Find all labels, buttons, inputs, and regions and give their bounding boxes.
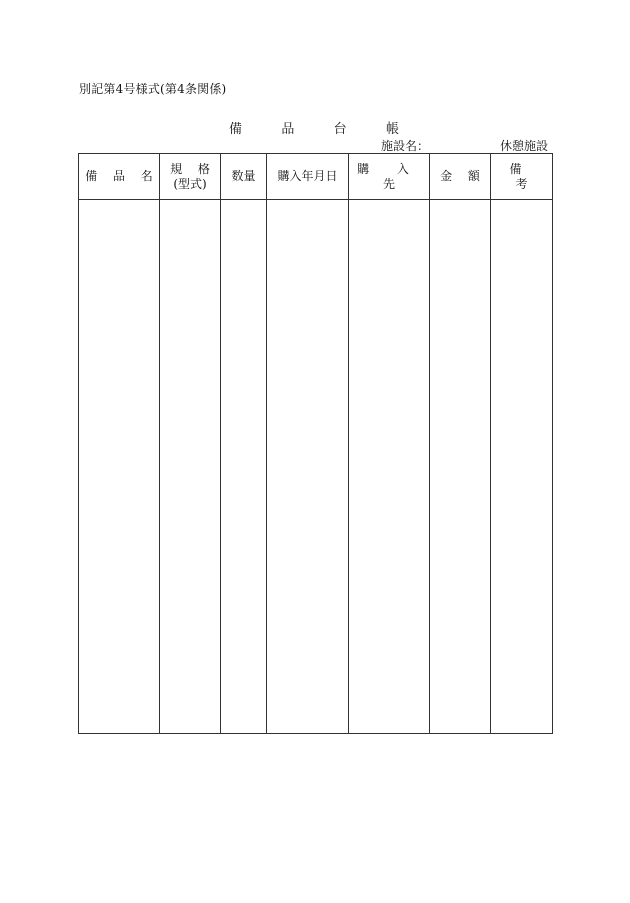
document-title [229, 118, 399, 137]
cell-specification[interactable] [160, 200, 221, 734]
header-quantity: 数量 [221, 154, 267, 200]
header-purchase-date: 購入年月日 [267, 154, 349, 200]
facility-label: 施設名： [381, 139, 430, 153]
header-spec-line2: (型式) [173, 176, 207, 191]
title-char: 帳 [385, 122, 399, 137]
header-amount: 金 額 [430, 154, 491, 200]
header-supplier: 購 入 先 [349, 154, 430, 200]
header-spec-line1: 規 格 [170, 161, 216, 176]
title-char: 備 [229, 122, 243, 137]
title-char: 台 [333, 122, 347, 137]
header-specification [160, 154, 221, 200]
title-char: 品 [281, 122, 295, 137]
equipment-ledger-table [78, 153, 553, 734]
facility-value: 休憩施設 [499, 139, 548, 153]
table-row [79, 200, 553, 734]
cell-item-name[interactable] [79, 200, 160, 734]
cell-quantity[interactable] [221, 200, 267, 734]
header-item-name: 備 品 名 [79, 154, 160, 200]
header-remarks: 備 考 [491, 154, 553, 200]
cell-purchase-date[interactable] [267, 200, 349, 734]
cell-remarks[interactable] [491, 200, 553, 734]
header-row [79, 154, 553, 200]
cell-amount[interactable] [430, 200, 491, 734]
form-reference: 別記第4号様式(第4条関係) [79, 82, 227, 96]
cell-supplier[interactable] [349, 200, 430, 734]
